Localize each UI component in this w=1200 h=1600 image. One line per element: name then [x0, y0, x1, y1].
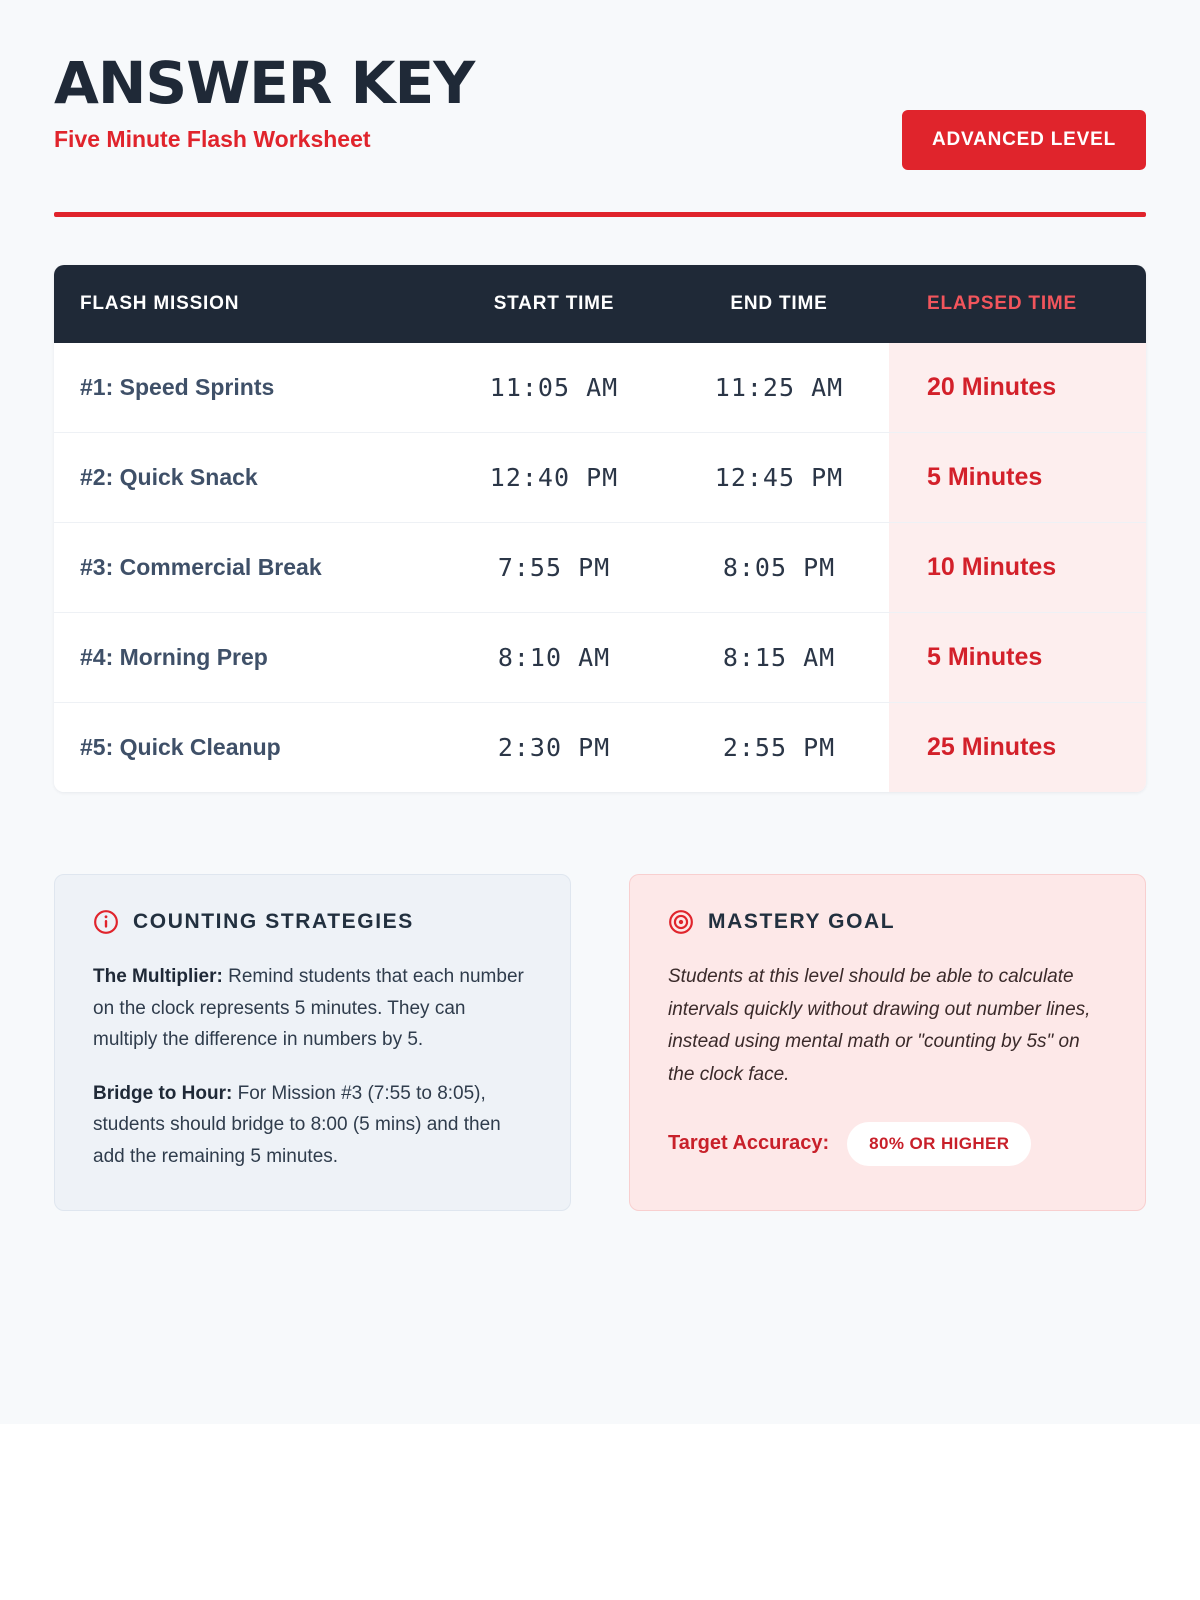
cell-start: 8:10 AM	[439, 613, 669, 703]
strategy-paragraph-2	[93, 1078, 532, 1173]
answers-table	[54, 265, 1146, 792]
page-subtitle: Five Minute Flash Worksheet	[54, 126, 371, 152]
cell-mission: #1: Speed Sprints	[54, 343, 439, 433]
cell-elapsed: 5 Minutes	[889, 613, 1146, 703]
target-accuracy-row	[668, 1122, 1107, 1166]
cell-elapsed: 5 Minutes	[889, 433, 1146, 523]
column-header-mission: FLASH MISSION	[54, 265, 439, 343]
target-icon	[668, 909, 694, 935]
cell-end: 8:05 PM	[669, 523, 889, 613]
table-header-row	[54, 265, 1146, 343]
card-title: COUNTING STRATEGIES	[133, 910, 414, 933]
answers-table-card	[54, 265, 1146, 792]
cell-start: 2:30 PM	[439, 703, 669, 793]
cell-start: 12:40 PM	[439, 433, 669, 523]
level-badge: ADVANCED LEVEL	[902, 110, 1146, 170]
mastery-note: Students at this level should be able to calculate intervals quickly without drawing out number lines, instead using mental math or "counting by 5s" on the clock face.	[668, 966, 1091, 1086]
strategy-paragraph-1	[93, 961, 532, 1056]
page-header	[54, 49, 1146, 170]
cell-start: 7:55 PM	[439, 523, 669, 613]
page-title: ANSWER KEY	[54, 49, 475, 117]
cell-end: 2:55 PM	[669, 703, 889, 793]
card-title: MASTERY GOAL	[708, 910, 896, 933]
strategy-1-text: Remind students that each number on the clock represents 5 minutes. They can multiply the difference in numbers by 5.	[93, 966, 524, 1051]
cell-end: 8:15 AM	[669, 613, 889, 703]
cell-mission: #5: Quick Cleanup	[54, 703, 439, 793]
table-body	[54, 343, 1146, 792]
cell-start: 11:05 AM	[439, 343, 669, 433]
cell-mission: #4: Morning Prep	[54, 613, 439, 703]
header-divider	[54, 212, 1146, 217]
info-cards	[54, 874, 1146, 1271]
cell-mission: #3: Commercial Break	[54, 523, 439, 613]
counting-strategies-card	[54, 874, 571, 1211]
cell-mission: #2: Quick Snack	[54, 433, 439, 523]
mastery-goal-card	[629, 874, 1146, 1211]
strategy-2-lead: Bridge to Hour:	[93, 1082, 233, 1104]
table-row	[54, 703, 1146, 793]
table-row	[54, 433, 1146, 523]
table-row	[54, 613, 1146, 703]
strategy-1-lead: The Multiplier:	[93, 966, 223, 987]
strategy-2-text: For Mission #3 (7:55 to 8:05), students should bridge to 8:00 (5 mins) and then add the remaining 5 minutes.	[93, 1082, 501, 1167]
cell-elapsed: 20 Minutes	[889, 343, 1146, 433]
info-icon	[93, 909, 119, 935]
title-block	[54, 49, 475, 153]
column-header-elapsed: ELAPSED TIME	[889, 265, 1146, 343]
cell-elapsed: 25 Minutes	[889, 703, 1146, 793]
target-accuracy-badge: 80% OR HIGHER	[847, 1122, 1031, 1166]
column-header-end: END TIME	[669, 265, 889, 343]
table-row	[54, 343, 1146, 433]
table-row	[54, 523, 1146, 613]
column-header-start: START TIME	[439, 265, 669, 343]
cell-end: 12:45 PM	[669, 433, 889, 523]
cell-elapsed: 10 Minutes	[889, 523, 1146, 613]
table-header	[54, 265, 1146, 343]
target-accuracy-label: Target Accuracy:	[668, 1132, 830, 1155]
page-footer-space	[0, 1424, 1200, 1600]
card-header	[668, 909, 1107, 935]
card-header	[93, 909, 532, 935]
cell-end: 11:25 AM	[669, 343, 889, 433]
